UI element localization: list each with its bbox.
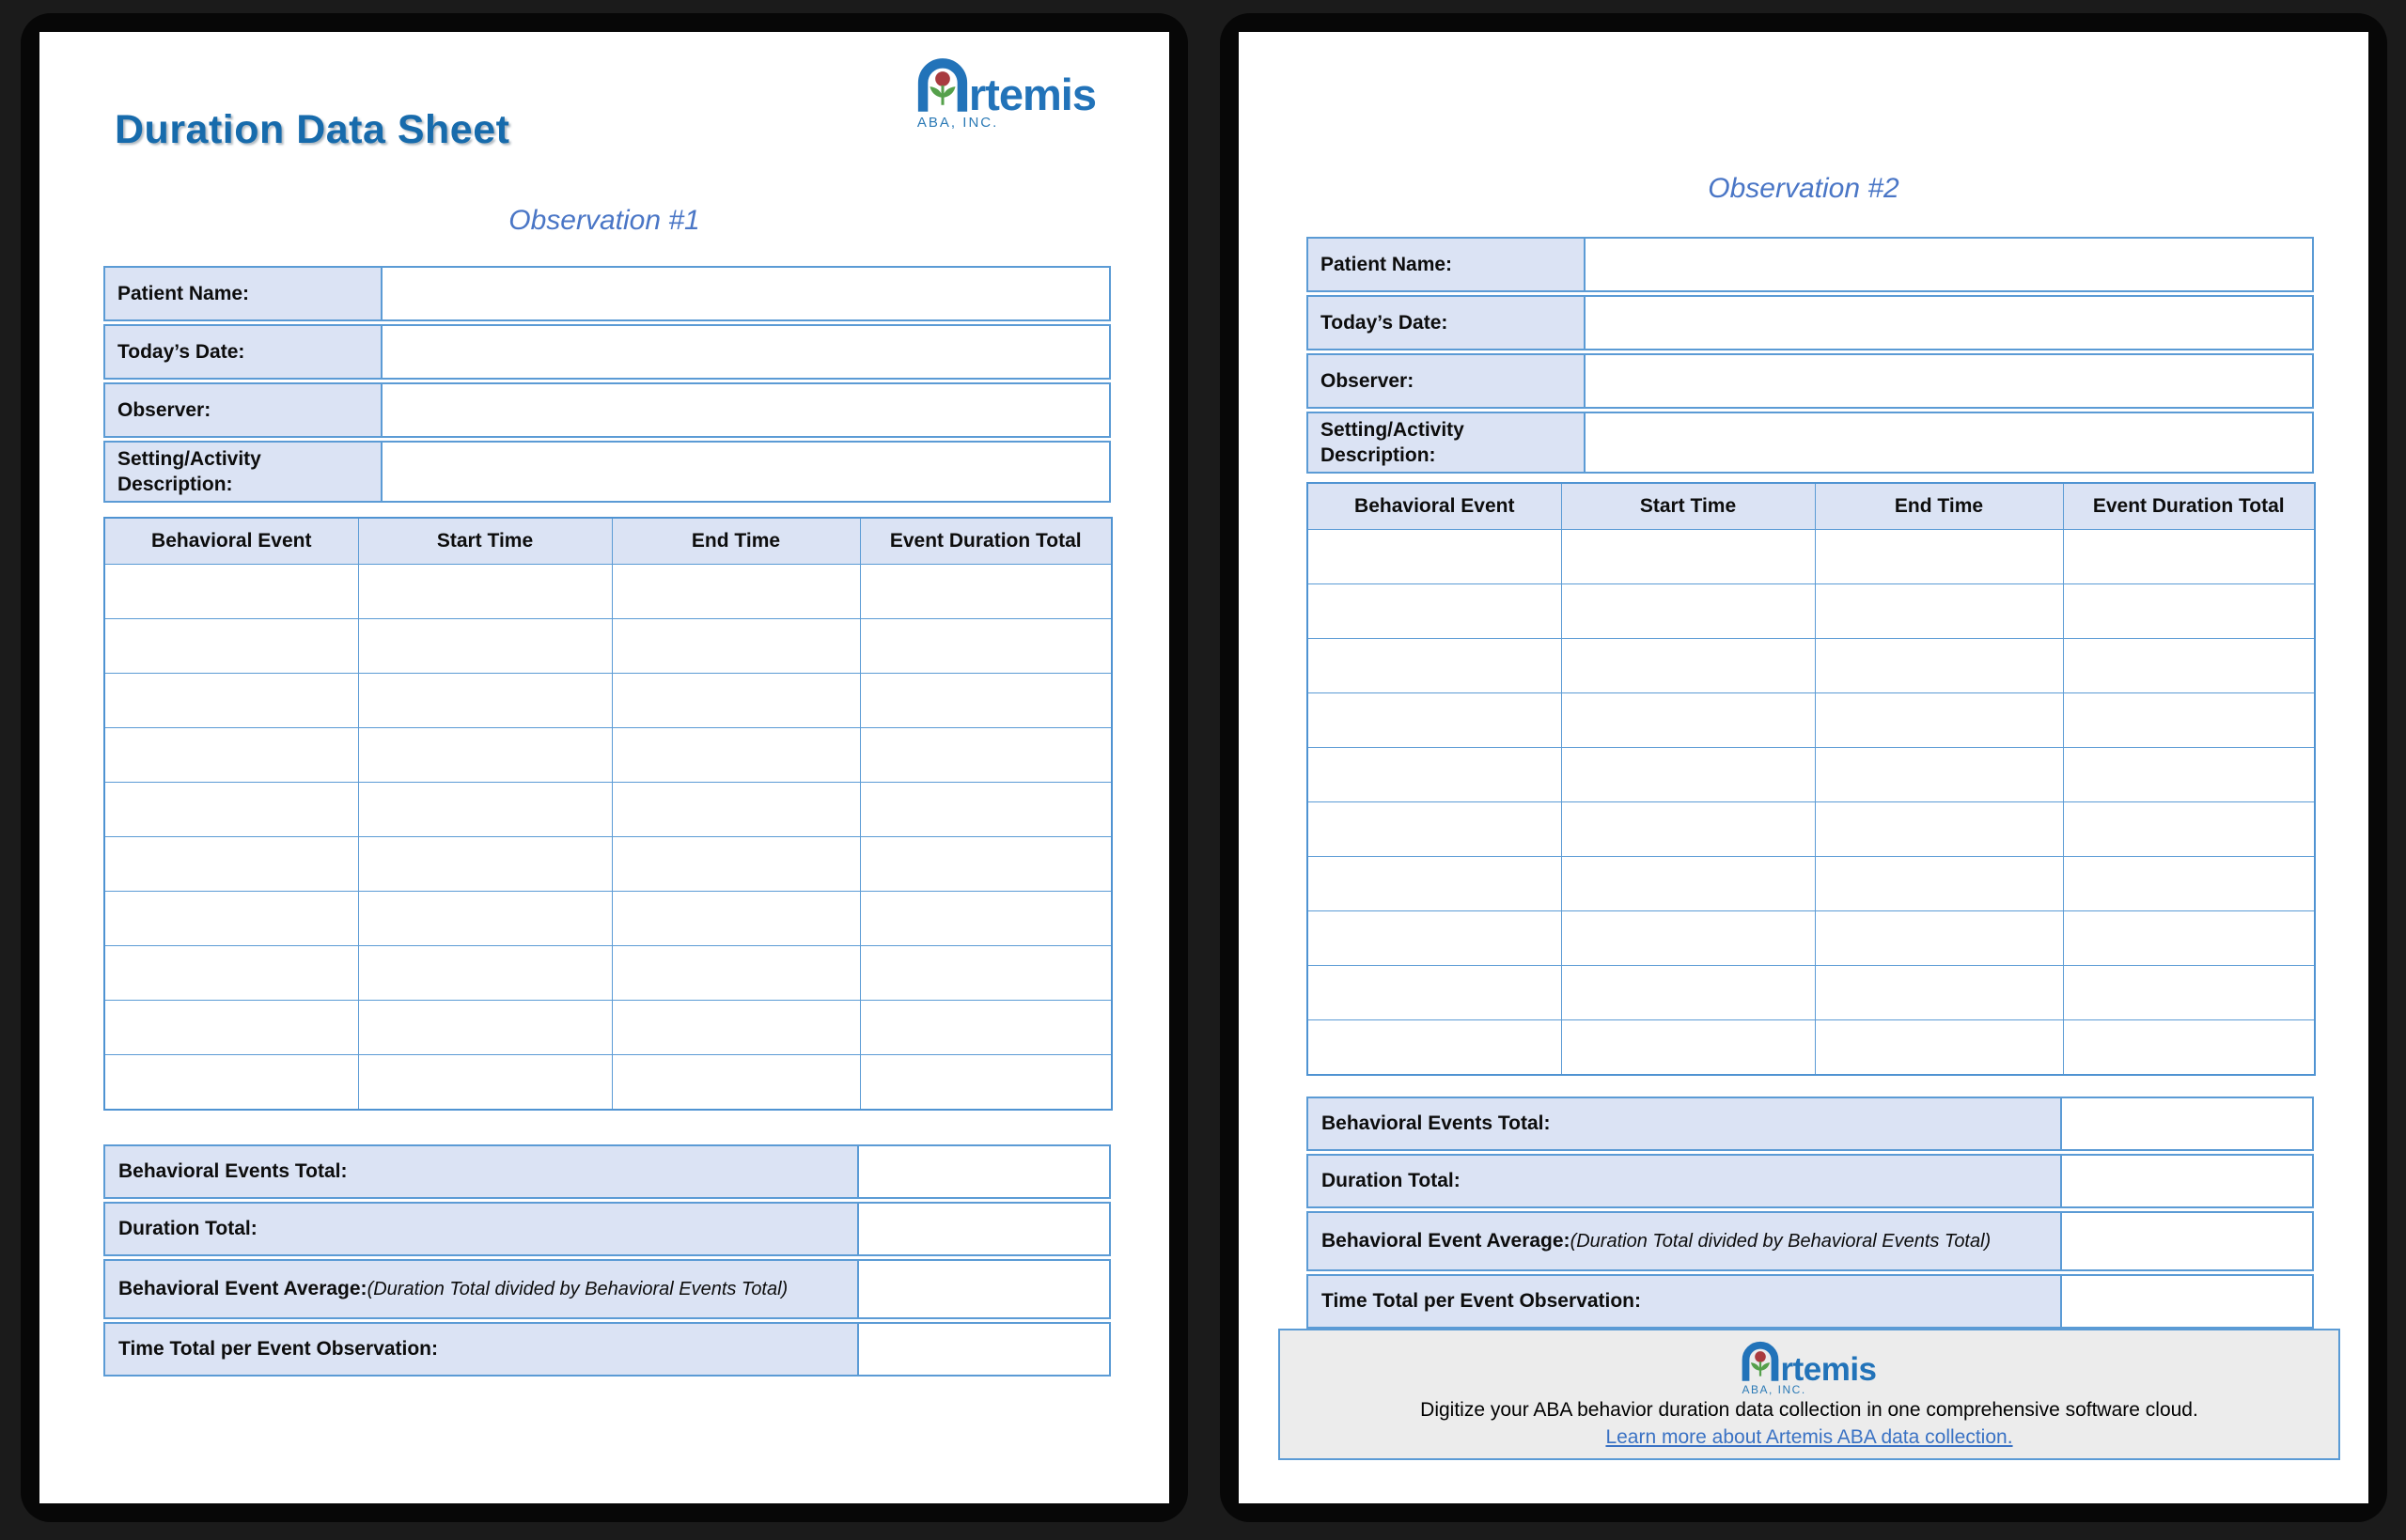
time-total-value bbox=[859, 1324, 1109, 1375]
event-cell bbox=[860, 565, 1112, 619]
setting-activity-label: Setting/Activity Description: bbox=[1308, 413, 1586, 472]
event-cell bbox=[1307, 748, 1561, 802]
artemis-arch-flower-icon bbox=[917, 56, 968, 113]
event-cell bbox=[1815, 693, 2063, 748]
event-cell bbox=[2063, 911, 2315, 966]
patient-name-value bbox=[1586, 239, 2312, 290]
event-cell bbox=[860, 674, 1112, 728]
todays-date-label: Today’s Date: bbox=[1308, 297, 1586, 349]
event-cell bbox=[1307, 911, 1561, 966]
event-average-label: Behavioral Event Average: bbox=[1321, 1229, 1570, 1252]
totals-row-time-total bbox=[1306, 1274, 2314, 1329]
event-cell bbox=[2063, 802, 2315, 857]
todays-date-value bbox=[383, 326, 1109, 378]
event-cell bbox=[358, 1001, 612, 1055]
totals-row-duration-total bbox=[103, 1202, 1111, 1256]
setting-activity-value bbox=[1586, 413, 2312, 472]
event-cell bbox=[612, 674, 860, 728]
event-average-note: (Duration Total divided by Behavioral Events Total) bbox=[1570, 1230, 1992, 1252]
event-cell bbox=[860, 619, 1112, 674]
artemis-arch-flower-icon bbox=[1742, 1340, 1779, 1382]
logo-wordmark: rtemis bbox=[1780, 1351, 1877, 1389]
event-cell bbox=[358, 728, 612, 783]
event-average-note: (Duration Total divided by Behavioral Events Total) bbox=[367, 1278, 789, 1299]
event-cell bbox=[1561, 911, 1815, 966]
event-cell bbox=[612, 783, 860, 837]
event-cell bbox=[358, 783, 612, 837]
learn-more-link[interactable]: Learn more about Artemis ABA data collection. bbox=[1605, 1425, 2013, 1448]
setting-activity-label: Setting/Activity Description: bbox=[105, 443, 383, 501]
event-row bbox=[104, 674, 1112, 728]
event-cell bbox=[612, 837, 860, 892]
events-total-label: Behavioral Events Total: bbox=[118, 1159, 348, 1182]
info-row bbox=[1306, 353, 2314, 409]
event-cell bbox=[1307, 639, 1561, 693]
event-cell bbox=[612, 892, 860, 946]
logo-wordmark: rtemis bbox=[968, 70, 1096, 120]
event-row bbox=[104, 837, 1112, 892]
totals-table-2 bbox=[1306, 1097, 2314, 1329]
event-cell bbox=[2063, 748, 2315, 802]
event-cell bbox=[2063, 639, 2315, 693]
promo-box bbox=[1278, 1329, 2340, 1460]
event-cell bbox=[104, 946, 358, 1001]
event-cell bbox=[104, 619, 358, 674]
event-cell bbox=[1307, 966, 1561, 1020]
event-cell bbox=[1561, 530, 1815, 584]
event-cell bbox=[358, 619, 612, 674]
event-cell bbox=[612, 565, 860, 619]
event-cell bbox=[1307, 584, 1561, 639]
event-cell bbox=[1307, 857, 1561, 911]
event-cell bbox=[358, 674, 612, 728]
event-cell bbox=[1307, 1020, 1561, 1075]
page-1 bbox=[39, 32, 1169, 1503]
event-row bbox=[104, 1001, 1112, 1055]
info-row bbox=[103, 382, 1111, 438]
totals-row-events-total bbox=[1306, 1097, 2314, 1151]
event-table-header-row bbox=[104, 518, 1112, 565]
event-cell bbox=[1561, 693, 1815, 748]
artemis-logo bbox=[917, 56, 1096, 130]
patient-info-table-2 bbox=[1306, 237, 2314, 474]
totals-row-event-average bbox=[1306, 1211, 2314, 1271]
info-row bbox=[1306, 237, 2314, 292]
event-cell bbox=[612, 619, 860, 674]
event-cell bbox=[104, 783, 358, 837]
event-cell bbox=[104, 565, 358, 619]
event-cell bbox=[2063, 693, 2315, 748]
event-cell bbox=[1307, 530, 1561, 584]
duration-total-label: Duration Total: bbox=[118, 1217, 258, 1239]
page-2 bbox=[1239, 32, 2368, 1503]
event-row bbox=[104, 892, 1112, 946]
page-1-card bbox=[21, 13, 1188, 1522]
event-cell bbox=[1815, 639, 2063, 693]
todays-date-value bbox=[1586, 297, 2312, 349]
event-cell bbox=[860, 892, 1112, 946]
column-header-end-time: End Time bbox=[612, 518, 860, 565]
event-cell bbox=[612, 728, 860, 783]
totals-row-duration-total bbox=[1306, 1154, 2314, 1208]
event-cell bbox=[104, 892, 358, 946]
event-row bbox=[1307, 1020, 2315, 1075]
event-cell bbox=[1307, 802, 1561, 857]
page-2-card bbox=[1220, 13, 2387, 1522]
event-cell bbox=[612, 1001, 860, 1055]
event-cell bbox=[860, 728, 1112, 783]
event-cell bbox=[860, 1055, 1112, 1110]
event-row bbox=[1307, 639, 2315, 693]
time-total-value bbox=[2062, 1276, 2312, 1327]
time-total-label: Time Total per Event Observation: bbox=[118, 1337, 438, 1360]
totals-row-event-average bbox=[103, 1259, 1111, 1319]
page-title: Duration Data Sheet bbox=[115, 106, 510, 152]
duration-total-value bbox=[859, 1204, 1109, 1254]
event-cell bbox=[1815, 911, 2063, 966]
artemis-logo-footer bbox=[1742, 1340, 1876, 1395]
todays-date-label: Today’s Date: bbox=[105, 326, 383, 378]
logo-subtitle: ABA, INC. bbox=[1742, 1383, 1806, 1397]
event-row bbox=[104, 783, 1112, 837]
events-total-value bbox=[859, 1146, 1109, 1197]
event-row bbox=[104, 728, 1112, 783]
patient-name-label: Patient Name: bbox=[1308, 239, 1586, 290]
column-header-end-time: End Time bbox=[1815, 483, 2063, 530]
event-cell bbox=[860, 783, 1112, 837]
column-header-start-time: Start Time bbox=[1561, 483, 1815, 530]
event-cell bbox=[358, 837, 612, 892]
time-total-label: Time Total per Event Observation: bbox=[1321, 1289, 1641, 1312]
event-cell bbox=[358, 946, 612, 1001]
event-cell bbox=[1561, 857, 1815, 911]
event-row bbox=[1307, 802, 2315, 857]
event-cell bbox=[612, 946, 860, 1001]
event-cell bbox=[860, 1001, 1112, 1055]
event-average-label: Behavioral Event Average: bbox=[118, 1277, 367, 1299]
patient-name-label: Patient Name: bbox=[105, 268, 383, 319]
event-cell bbox=[2063, 1020, 2315, 1075]
event-cell bbox=[1561, 802, 1815, 857]
behavioral-event-table-2 bbox=[1306, 482, 2316, 1076]
event-cell bbox=[2063, 966, 2315, 1020]
event-row bbox=[1307, 693, 2315, 748]
observation-2-heading: Observation #2 bbox=[1708, 173, 1899, 204]
event-row bbox=[1307, 530, 2315, 584]
observer-value bbox=[1586, 355, 2312, 407]
totals-row-time-total bbox=[103, 1322, 1111, 1377]
info-row bbox=[103, 324, 1111, 380]
event-row bbox=[104, 1055, 1112, 1110]
info-row bbox=[1306, 295, 2314, 350]
event-cell bbox=[1561, 966, 1815, 1020]
event-cell bbox=[104, 1001, 358, 1055]
event-table-header-row bbox=[1307, 483, 2315, 530]
column-header-event-duration-total: Event Duration Total bbox=[2063, 483, 2315, 530]
event-row bbox=[1307, 857, 2315, 911]
event-cell bbox=[1561, 584, 1815, 639]
event-cell bbox=[1815, 857, 2063, 911]
event-average-value bbox=[859, 1261, 1109, 1317]
event-cell bbox=[358, 565, 612, 619]
event-cell bbox=[104, 728, 358, 783]
column-header-behavioral-event: Behavioral Event bbox=[1307, 483, 1561, 530]
event-cell bbox=[1561, 748, 1815, 802]
info-row bbox=[103, 266, 1111, 321]
duration-total-value bbox=[2062, 1156, 2312, 1206]
event-cell bbox=[860, 837, 1112, 892]
events-total-value bbox=[2062, 1098, 2312, 1149]
duration-total-label: Duration Total: bbox=[1321, 1169, 1461, 1191]
event-cell bbox=[104, 1055, 358, 1110]
event-cell bbox=[1307, 693, 1561, 748]
observer-value bbox=[383, 384, 1109, 436]
observation-1-heading: Observation #1 bbox=[508, 205, 700, 236]
events-total-label: Behavioral Events Total: bbox=[1321, 1112, 1551, 1134]
event-row bbox=[1307, 911, 2315, 966]
event-cell bbox=[358, 1055, 612, 1110]
promo-tagline: Digitize your ABA behavior duration data collection in one comprehensive software cloud. bbox=[1420, 1399, 2198, 1422]
event-cell bbox=[1815, 1020, 2063, 1075]
event-cell bbox=[358, 892, 612, 946]
event-row bbox=[104, 619, 1112, 674]
observer-label: Observer: bbox=[105, 384, 383, 436]
setting-activity-value bbox=[383, 443, 1109, 501]
column-header-start-time: Start Time bbox=[358, 518, 612, 565]
event-cell bbox=[1815, 966, 2063, 1020]
totals-table-1 bbox=[103, 1144, 1111, 1377]
info-row bbox=[1306, 412, 2314, 474]
event-cell bbox=[2063, 530, 2315, 584]
patient-info-table-1 bbox=[103, 266, 1111, 503]
event-cell bbox=[1815, 802, 2063, 857]
event-row bbox=[104, 565, 1112, 619]
event-cell bbox=[2063, 857, 2315, 911]
patient-name-value bbox=[383, 268, 1109, 319]
event-cell bbox=[1561, 1020, 1815, 1075]
behavioral-event-table-1 bbox=[103, 517, 1113, 1111]
event-average-value bbox=[2062, 1213, 2312, 1269]
info-row bbox=[103, 441, 1111, 503]
event-cell bbox=[1561, 639, 1815, 693]
column-header-event-duration-total: Event Duration Total bbox=[860, 518, 1112, 565]
logo-subtitle: ABA, INC. bbox=[916, 115, 999, 131]
event-cell bbox=[1815, 530, 2063, 584]
event-cell bbox=[1815, 584, 2063, 639]
event-cell bbox=[1815, 748, 2063, 802]
event-row bbox=[1307, 584, 2315, 639]
event-cell bbox=[612, 1055, 860, 1110]
event-row bbox=[104, 946, 1112, 1001]
event-row bbox=[1307, 748, 2315, 802]
column-header-behavioral-event: Behavioral Event bbox=[104, 518, 358, 565]
observer-label: Observer: bbox=[1308, 355, 1586, 407]
event-row bbox=[1307, 966, 2315, 1020]
totals-row-events-total bbox=[103, 1144, 1111, 1199]
event-cell bbox=[104, 837, 358, 892]
event-cell bbox=[860, 946, 1112, 1001]
event-cell bbox=[2063, 584, 2315, 639]
event-cell bbox=[104, 674, 358, 728]
